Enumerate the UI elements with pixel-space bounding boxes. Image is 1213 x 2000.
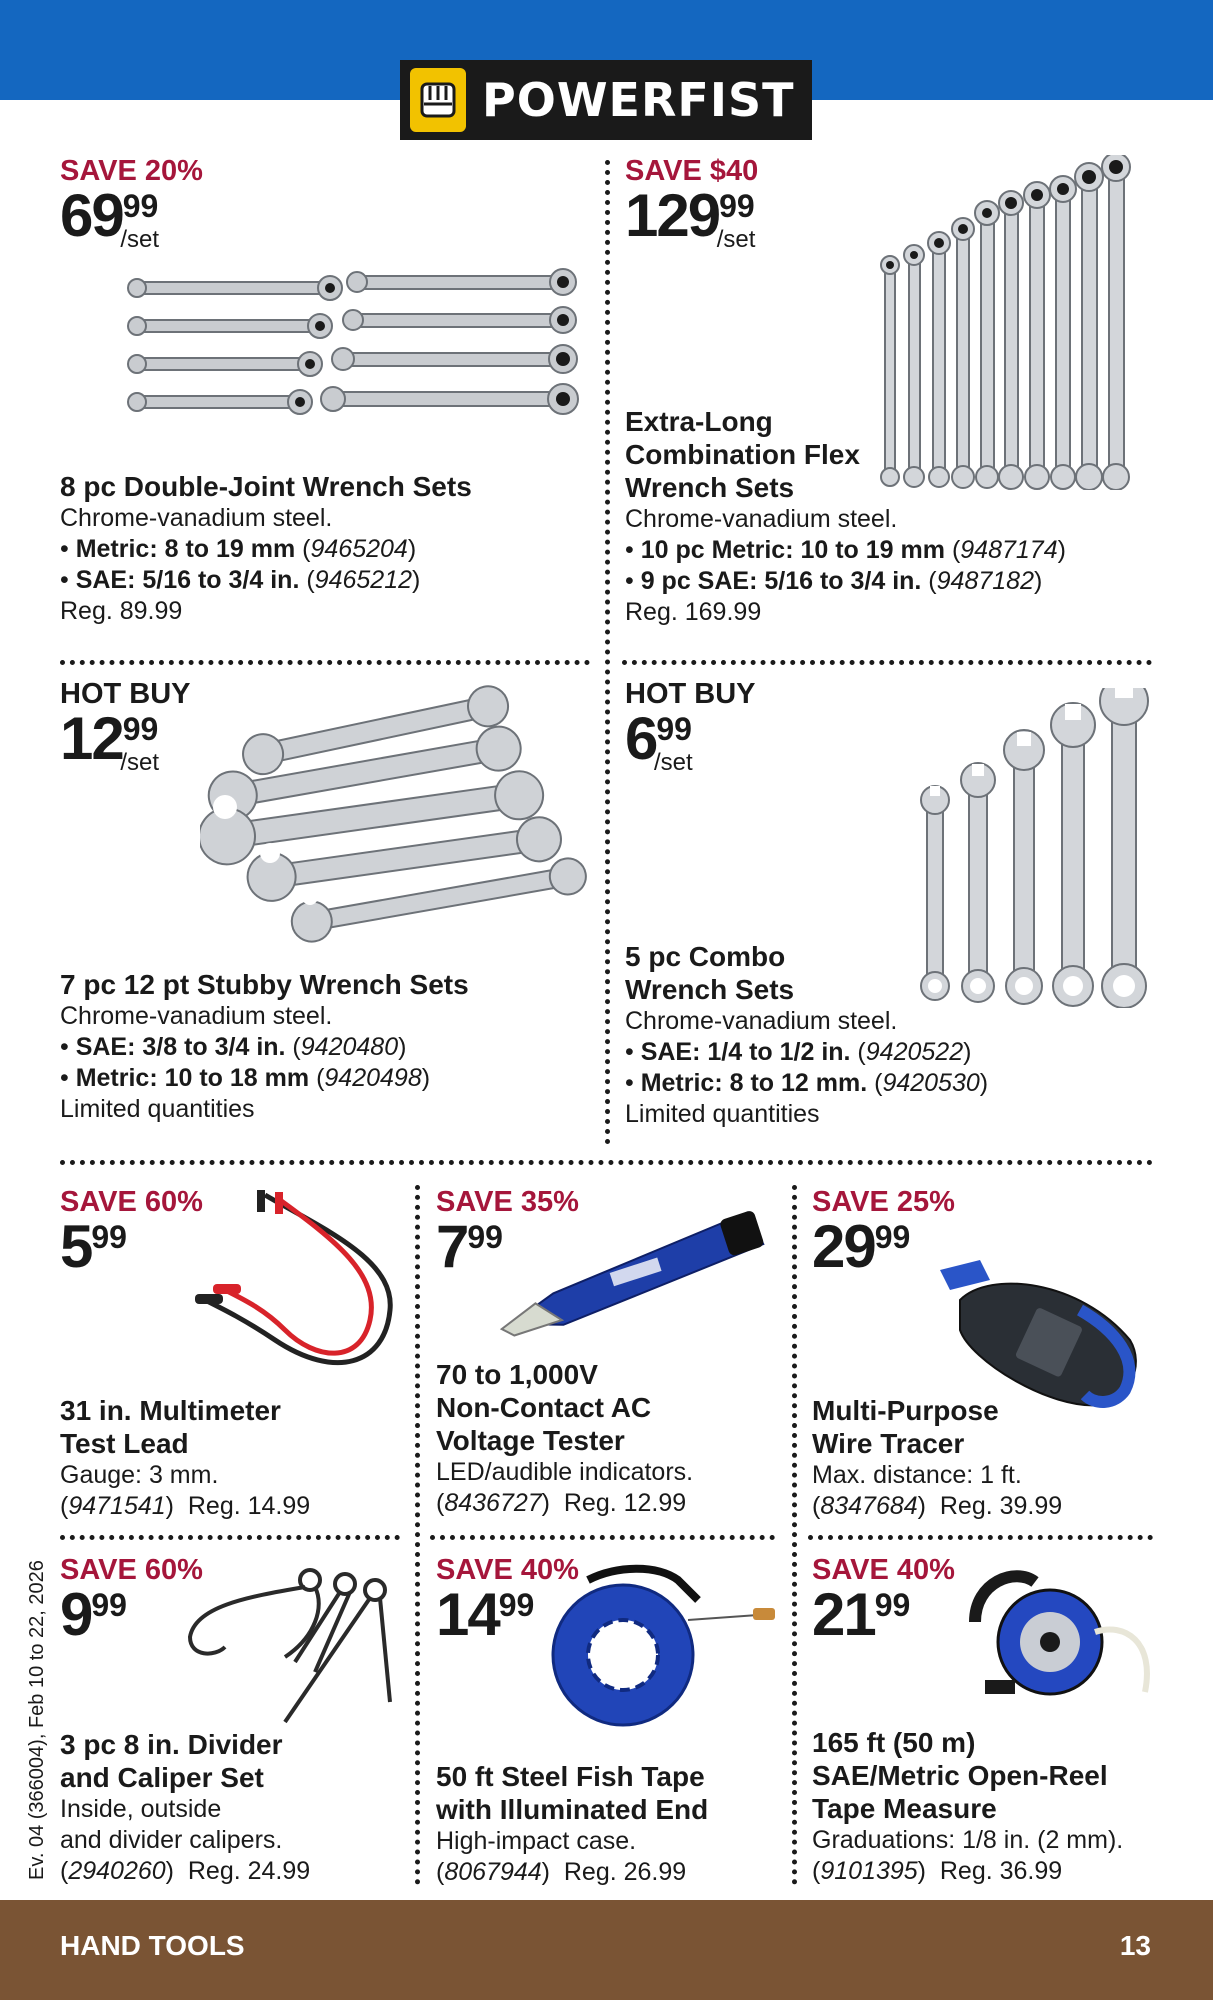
code-and-reg: (2940260) Reg. 24.99 (60, 1857, 311, 1885)
product-desc: Chrome-vanadium steel. (60, 504, 333, 532)
product-name: 7 pc 12 pt Stubby Wrench Sets (60, 969, 469, 1000)
product-info-tape-measure (812, 1726, 1162, 1887)
product-name-line: Multi-Purpose (812, 1395, 999, 1426)
bullet: • SAE: 5/16 to 3/4 in. (9465212) (60, 566, 421, 594)
product-desc: Gauge: 3 mm. (60, 1461, 219, 1489)
bullet: • SAE: 1/4 to 1/2 in. (9420522) (625, 1038, 972, 1066)
product-panel-extra-long-flex-wrench[interactable] (625, 155, 885, 253)
tape-measure-image (955, 1562, 1160, 1712)
product-name: 8 pc Double-Joint Wrench Sets (60, 471, 472, 502)
bullet: • Metric: 8 to 19 mm (9465204) (60, 535, 417, 563)
product-name-line: Wrench Sets (625, 974, 795, 1005)
product-desc: Chrome-vanadium steel. (625, 1007, 898, 1035)
wire-tracer-image (930, 1240, 1150, 1420)
price: 69 99 /set (60, 182, 160, 253)
availability-note: Limited quantities (60, 1095, 255, 1123)
divider-vertical (605, 160, 610, 1145)
bullet: • 9 pc SAE: 5/16 to 3/4 in. (9487182) (625, 567, 1043, 595)
fish-tape-image (548, 1560, 783, 1730)
product-name-line: Tape Measure (812, 1793, 997, 1824)
deal-label: SAVE 20% (60, 155, 203, 187)
divider-horizontal (60, 660, 590, 665)
product-info-wire-tracer (812, 1394, 1162, 1522)
product-panel-double-joint-wrench[interactable] (60, 155, 580, 253)
deal-label: SAVE 25% (812, 1186, 955, 1218)
event-side-note: Ev. 04 (366004), Feb 10 to 22, 2026 (26, 1560, 48, 1880)
divider-horizontal (60, 1535, 400, 1540)
product-info-stubby-wrench (60, 968, 590, 1125)
divider-horizontal (622, 660, 1152, 665)
product-desc-line: Inside, outside (60, 1795, 222, 1823)
divider-horizontal (430, 1535, 775, 1540)
code-and-reg: (8067944) Reg. 26.99 (436, 1858, 687, 1886)
deal-label: SAVE 35% (436, 1186, 579, 1218)
divider-horizontal (60, 1160, 1153, 1165)
availability-note: Limited quantities (625, 1100, 820, 1128)
product-name-line: 50 ft Steel Fish Tape (436, 1761, 705, 1792)
section-title: HAND TOOLS (60, 1930, 245, 1961)
divider-horizontal (808, 1535, 1153, 1540)
product-info-double-joint-wrench (60, 470, 590, 627)
deal-label: SAVE 40% (812, 1554, 955, 1586)
double-joint-wrench-image (125, 260, 585, 420)
price: 6 99 /set (625, 705, 693, 776)
product-name-line: Combination Flex (625, 439, 860, 470)
footer-bar (0, 1900, 1213, 2000)
bullet: • 10 pc Metric: 10 to 19 mm (9487174) (625, 536, 1066, 564)
product-name-line: Wire Tracer (812, 1428, 965, 1459)
bullet: • Metric: 8 to 12 mm. (9420530) (625, 1069, 989, 1097)
caliper-set-image (185, 1562, 405, 1727)
price: 14 99 (436, 1581, 535, 1648)
product-desc: Graduations: 1/8 in. (2 mm). (812, 1826, 1124, 1854)
product-name-line: Non-Contact AC (436, 1392, 652, 1423)
price: 12 99 /set (60, 705, 160, 776)
price: 21 99 (812, 1581, 911, 1648)
bullet: • SAE: 3/8 to 3/4 in. (9420480) (60, 1033, 407, 1061)
deal-label: SAVE 40% (436, 1554, 579, 1586)
product-name-line: with Illuminated End (436, 1794, 709, 1825)
stubby-wrench-image (200, 685, 595, 945)
price: 29 99 (812, 1213, 911, 1280)
fist-icon (410, 68, 466, 132)
product-desc-line: and divider calipers. (60, 1826, 283, 1854)
product-info-combo-wrench (625, 940, 1125, 1130)
product-name-line: Wrench Sets (625, 472, 795, 503)
product-name-line: Voltage Tester (436, 1425, 625, 1456)
product-panel-combo-wrench[interactable] (625, 678, 825, 776)
product-name-line: 31 in. Multimeter (60, 1395, 281, 1426)
code-and-reg: (9471541) Reg. 14.99 (60, 1492, 311, 1520)
deal-label: SAVE $40 (625, 155, 759, 187)
regular-price: Reg. 169.99 (625, 598, 762, 626)
product-info-voltage-tester (436, 1358, 786, 1519)
price: 9 99 (60, 1581, 127, 1648)
code-and-reg: (9101395) Reg. 36.99 (812, 1857, 1063, 1885)
divider-vertical (415, 1185, 420, 1885)
product-name-line: Extra-Long (625, 406, 773, 437)
product-desc: High-impact case. (436, 1827, 637, 1855)
product-name-line: and Caliper Set (60, 1762, 264, 1793)
product-desc: LED/audible indicators. (436, 1458, 694, 1486)
product-name-line: SAE/Metric Open-Reel (812, 1760, 1108, 1791)
code-and-reg: (8436727) Reg. 12.99 (436, 1489, 687, 1517)
deal-label: HOT BUY (625, 678, 756, 710)
price: 7 99 (436, 1213, 503, 1280)
product-name-line: 3 pc 8 in. Divider (60, 1729, 283, 1760)
deal-label: HOT BUY (60, 678, 191, 710)
deal-label: SAVE 60% (60, 1554, 203, 1586)
product-desc: Chrome-vanadium steel. (60, 1002, 333, 1030)
code-and-reg: (8347684) Reg. 39.99 (812, 1492, 1063, 1520)
product-name-line: 165 ft (50 m) (812, 1727, 976, 1758)
bullet: • Metric: 10 to 18 mm (9420498) (60, 1064, 431, 1092)
product-info-caliper-set (60, 1728, 405, 1887)
product-name-line: Test Lead (60, 1428, 189, 1459)
brand-logo (400, 60, 812, 140)
price: 129 99 /set (625, 182, 756, 253)
product-name-line: 5 pc Combo (625, 941, 786, 972)
deal-label: SAVE 60% (60, 1186, 203, 1218)
product-info-fish-tape (436, 1760, 786, 1888)
price: 5 99 (60, 1213, 127, 1280)
brand-name: POWERFIST (482, 73, 795, 127)
page-number: 13 (1119, 1930, 1151, 1961)
product-desc: Chrome-vanadium steel. (625, 505, 898, 533)
product-info-multimeter-lead (60, 1394, 405, 1522)
voltage-tester-image (490, 1195, 780, 1345)
regular-price: Reg. 89.99 (60, 597, 183, 625)
product-desc: Max. distance: 1 ft. (812, 1461, 1022, 1489)
product-info-extra-long-flex-wrench (625, 405, 1125, 628)
test-lead-image (195, 1190, 405, 1390)
divider-vertical (792, 1185, 797, 1885)
product-name-line: 70 to 1,000V (436, 1359, 598, 1390)
